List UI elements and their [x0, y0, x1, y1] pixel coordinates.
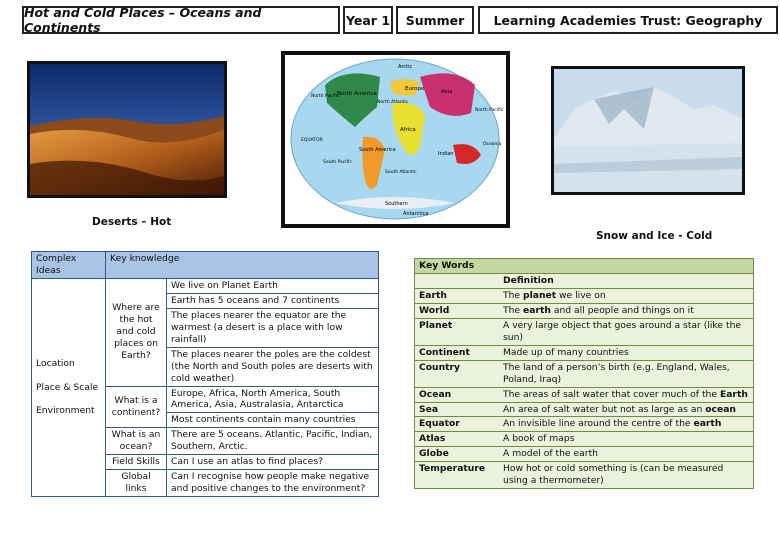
map-label-equator: EQUATOR	[301, 138, 323, 143]
key-words-header: Key Words	[415, 259, 754, 274]
map-label-south-atlantic: South Atlantic	[385, 170, 417, 175]
desert-picture	[30, 64, 224, 195]
fact-continent-list: Europe, Africa, North America, South America, Asia, Australasia, Antarctica	[167, 386, 379, 413]
keyword-term: World	[415, 303, 500, 318]
snow-image	[551, 66, 745, 195]
idea-environment: Environment	[36, 405, 95, 417]
keyword-definition: An invisible line around the centre of the earth	[499, 417, 754, 432]
map-label-arctic: Arctic	[398, 64, 413, 70]
keyword-definition: The earth and all people and things on it	[499, 303, 754, 318]
fact-oceans: There are 5 oceans. Atlantic, Pacific, Indian, Southern, Arctic.	[167, 428, 379, 455]
key-knowledge-header: Key knowledge	[106, 252, 379, 279]
fact-planet-earth: We live on Planet Earth	[167, 278, 379, 293]
map-label-antarctica: Antarctica	[403, 211, 429, 217]
keyword-definition: The land of a person’s birth (e.g. England, Wales, Poland, Iraq)	[499, 360, 754, 387]
trust-label: Learning Academies Trust: Geography	[478, 6, 778, 34]
snow-caption: Snow and Ice - Cold	[596, 230, 713, 242]
desert-image	[27, 61, 227, 198]
map-label-europe: Europe	[405, 86, 425, 92]
map-label-north-pacific-right: North Pacific	[475, 108, 504, 113]
keyword-row	[415, 402, 754, 417]
keyword-term: Planet	[415, 318, 500, 345]
keyword-definition: Made up of many countries	[499, 345, 754, 360]
map-label-asia: Asia	[441, 89, 453, 95]
key-words-table	[414, 258, 754, 489]
keyword-row	[415, 387, 754, 402]
idea-location: Location	[36, 357, 75, 369]
keyword-row	[415, 303, 754, 318]
map-label-southern: Southern	[385, 201, 408, 207]
keyword-term: Ocean	[415, 387, 500, 402]
global-links-fact: Can I recognise how people make negative and positive changes to the environment?	[167, 470, 379, 497]
keyword-row	[415, 447, 754, 462]
map-label-north-america: North America	[337, 91, 377, 97]
keyword-row	[415, 417, 754, 432]
map-label-north-pacific-left: North Pacific	[311, 94, 340, 99]
complex-ideas-cell	[32, 278, 106, 496]
map-label-oceania: Oceania	[483, 142, 502, 147]
global-links-label: Global links	[106, 470, 167, 497]
map-label-south-pacific: South Pacific	[323, 160, 352, 165]
question-hot-cold: Where are the hot and cold places on Earth?	[106, 278, 167, 386]
keyword-term: Earth	[415, 288, 500, 303]
fact-poles-coldest: The places nearer the poles are the coldest (the North and South poles are deserts with cold weather)	[167, 347, 379, 386]
keyword-definition: How hot or cold something is (can be measured using a thermometer)	[499, 462, 754, 489]
fact-oceans-continents: Earth has 5 oceans and 7 continents	[167, 293, 379, 308]
year-label: Year 1	[343, 6, 393, 34]
question-ocean: What is an ocean?	[106, 428, 167, 455]
keyword-row	[415, 462, 754, 489]
definition-header: Definition	[499, 273, 754, 288]
keyword-row	[415, 318, 754, 345]
keyword-row	[415, 288, 754, 303]
map-label-indian: Indian	[438, 151, 454, 157]
keyword-row	[415, 432, 754, 447]
keyword-term: Continent	[415, 345, 500, 360]
keyword-definition: A very large object that goes around a star (like the sun)	[499, 318, 754, 345]
world-map-picture	[285, 55, 506, 224]
desert-caption: Deserts – Hot	[92, 216, 172, 228]
keyword-term: Globe	[415, 447, 500, 462]
fact-continent-countries: Most continents contain many countries	[167, 413, 379, 428]
keyword-definition: The areas of salt water that cover much of the Earth	[499, 387, 754, 402]
map-label-north-atlantic: North Atlantic	[377, 100, 409, 105]
idea-place-scale: Place & Scale	[36, 381, 99, 393]
field-skills-label: Field Skills	[106, 455, 167, 470]
snow-picture	[554, 69, 742, 192]
keyword-term: Sea	[415, 402, 500, 417]
keyword-row	[415, 360, 754, 387]
field-skills-fact: Can I use an atlas to find places?	[167, 455, 379, 470]
keyword-definition: An area of salt water but not as large as an ocean	[499, 402, 754, 417]
keyword-term: Country	[415, 360, 500, 387]
keyword-row	[415, 345, 754, 360]
keyword-definition: The planet we live on	[499, 288, 754, 303]
term-label: Summer	[396, 6, 474, 34]
keyword-term: Equator	[415, 417, 500, 432]
complex-ideas-header: Complex Ideas	[32, 252, 106, 279]
key-knowledge-table	[31, 251, 379, 497]
map-label-africa: Africa	[400, 127, 416, 133]
keyword-definition: A model of the earth	[499, 447, 754, 462]
question-continent: What is a continent?	[106, 386, 167, 428]
keyword-term: Temperature	[415, 462, 500, 489]
world-map	[281, 51, 510, 228]
fact-equator-warmest: The places nearer the equator are the warmest (a desert is a place with low rainfall)	[167, 308, 379, 347]
map-label-south-america: South America	[359, 147, 396, 153]
keyword-definition: A book of maps	[499, 432, 754, 447]
page-title: Hot and Cold Places – Oceans and Continents	[22, 6, 340, 34]
keyword-term: Atlas	[415, 432, 500, 447]
